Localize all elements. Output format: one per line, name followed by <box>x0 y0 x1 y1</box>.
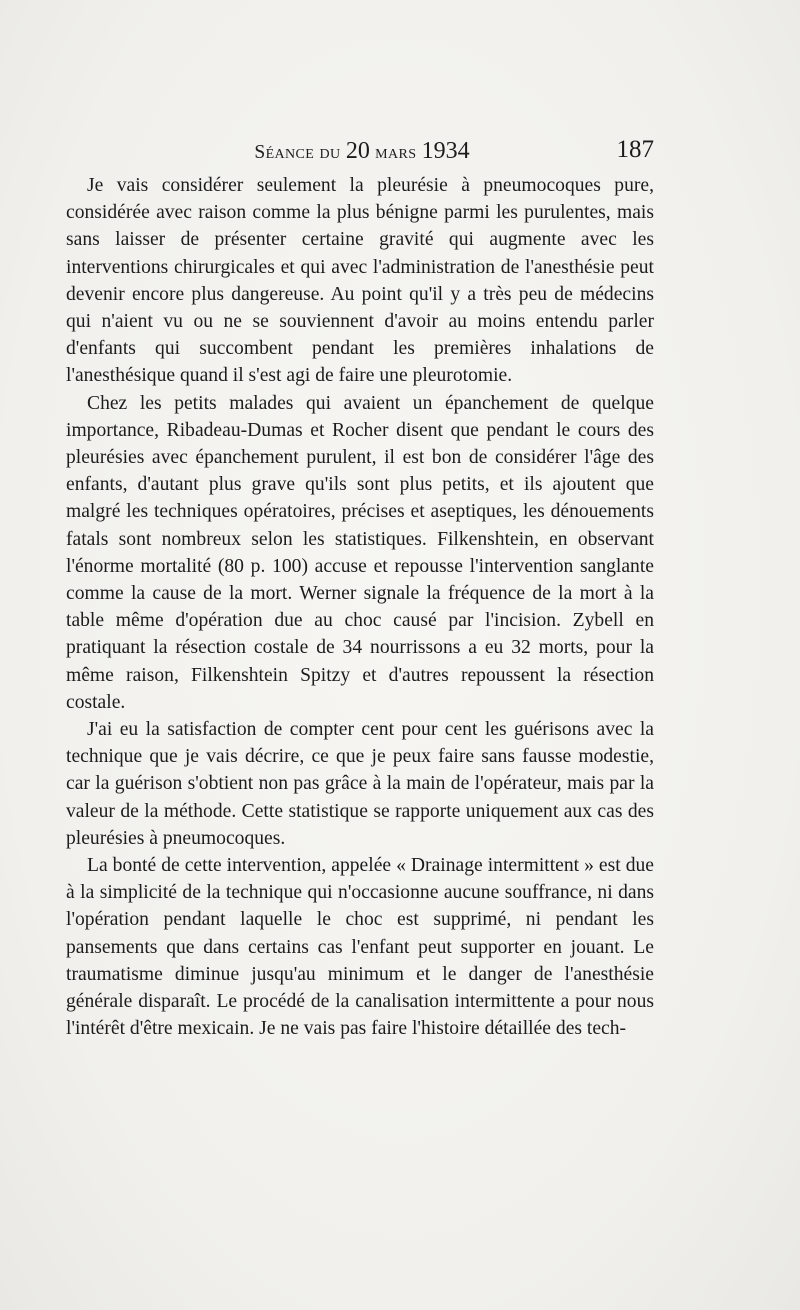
paragraph: La bonté de cette intervention, appelée « Drainage intermittent » est due à la simplicité de la technique qui n'occasionne aucune souffrance, ni dans l'opération pendant laquelle le choc est supprimé, ni pendant les pansements que dans certains cas l'enfant peut supporter en jouant. Le traumatisme diminue jusqu'au minimum et le danger de l'anesthésie générale disparaît. Le procédé de la canalisation intermittente a pour nous l'intérêt d'être mexicain. Je ne vais pas faire l'histoire détaillée des tech- <box>66 855 654 1040</box>
running-title-year: 1934 <box>421 138 470 164</box>
paragraph: J'ai eu la satisfaction de compter cent pour cent les guérisons avec la technique que je vais décrire, ce que je peux faire sans fausse modestie, car la guérison s'obtient non pas grâce à la main de l'opérateur, mais par la valeur de la méthode. Cette statistique se rapporte uniquement aux cas des pleurésies à pneumocoques. <box>66 719 654 849</box>
running-title-day: 20 <box>345 138 370 164</box>
paragraph: Je vais considérer seulement la pleurésie à pneumocoques pure, considérée avec raison comme la plus bénigne parmi les purulentes, mais sans laisser de présenter certaine gravité qui augmente avec les interventions chirurgicales et qui avec l'administration de l'anesthésie peut devenir encore plus dangereuse. Au point qu'il y a très peu de médecins qui n'aient vu ou ne se souviennent d'avoir au moins entendu parler d'enfants qui succombent pendant les premières inhalations de l'anesthésique quand il s'est agi de faire une pleurotomie. <box>66 175 654 387</box>
running-title-month: mars <box>375 142 417 163</box>
running-title <box>66 138 658 165</box>
running-head <box>66 136 658 170</box>
body-text <box>66 172 654 1043</box>
running-title-prefix: Séance du <box>254 142 341 163</box>
page-number: 187 <box>616 136 654 163</box>
paragraph: Chez les petits malades qui avaient un épanchement de quelque importance, Ribadeau-Dumas et Rocher disent que pendant le cours des pleurésies avec épanchement purulent, il est bon de considérer l'âge des enfants, d'autant plus grave qu'ils sont plus petits, et ils ajoutent que malgré les techniques opératoires, précises et aseptiques, les dénouements fatals sont nombreux selon les statistiques. Filkenshtein, en observant l'énorme mortalité (80 p. 100) accuse et repousse l'intervention sanglante comme la cause de la mort. Werner signale la fréquence de la mort à la table même d'opération due au choc causé par l'incision. Zybell en pratiquant la résection costale de 34 nourrissons a eu 32 morts, pour la même raison, Filkenshtein Spitzy et d'autres repoussent la résection costale. <box>66 392 654 713</box>
